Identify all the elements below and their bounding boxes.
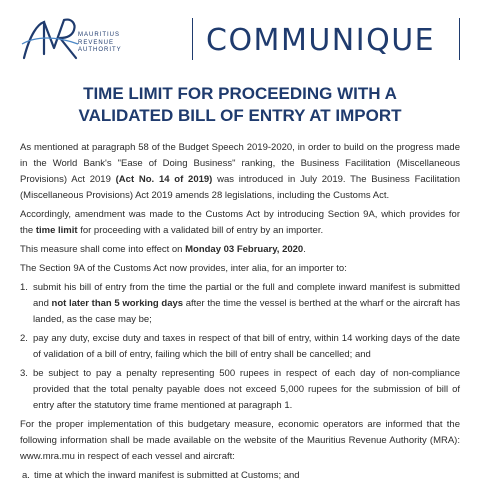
sub-list-item-text: time at which the inward manifest is submitted at Customs; and [34, 470, 300, 481]
logo-org-line1: MAURITIUS [78, 32, 120, 38]
list-item-text: pay any duty, excise duty and taxes in respect of that bill of entry, within 14 working days of the date of validation of a bill of entry, failing which the bill of entry shall be cancelled; and [33, 333, 460, 360]
list-item-emphasis: not later than 5 working days [51, 298, 184, 309]
paragraph-amendment-text: Accordingly, amendment was made to the Customs Act by introducing Section 9A, which provides for the [20, 209, 460, 236]
header-divider-right [459, 18, 460, 60]
paragraph-intro-text: As mentioned at paragraph 58 of the Budget Speech 2019-2020, in order to build on the progress made in the World Bank's "Ease of Doing Business" ranking, the Business Facilitation (Miscellaneous Provisions) Act 2019 [20, 142, 460, 185]
act-number: (Act No. 14 of 2019) [115, 174, 213, 185]
effective-date: Monday 03 February, 2020 [185, 244, 304, 255]
mra-logo-mark-icon [20, 14, 80, 64]
logo-org-name [78, 32, 122, 55]
list-item [20, 331, 460, 363]
paragraph-intro-text-end: was introduced in July 2019. The Business Facilitation (Miscellaneous Provisions) Act 2019 amends 28 legislations, including the Customs Act. [20, 174, 460, 201]
paragraph-amendment-text-end: for proceeding with a validated bill of entry by an importer. [77, 225, 324, 236]
logo-org-line2: REVENUE [78, 39, 115, 46]
list-item-number: 1. [20, 282, 28, 293]
list-item [20, 280, 460, 328]
list-item-text: be subject to pay a penalty representing 500 rupees in respect of each day of non-compliance provided that the total penalty payable does not exceed 5,000 rupees for the submission of bill of entry after the statutory time frame mentioned at paragraph 1. [33, 368, 460, 411]
sub-list-item [22, 468, 460, 484]
time-limit-emphasis: time limit [35, 225, 78, 236]
list-item-text: submit his bill of entry from the time the partial or the full and complete inward manifest is submitted and [33, 282, 460, 309]
paragraph-implementation: For the proper implementation of this budgetary measure, economic operators are informed that the following information shall be made available on the website of the Mauritius Revenue Authority (MRA): www.mra.mu in respect of each vessel and aircraft: [20, 419, 460, 462]
list-item [20, 366, 460, 414]
document-title [0, 83, 480, 126]
effective-date-end: . [303, 244, 306, 255]
header-divider-left [192, 18, 193, 60]
list-item-number: 2. [20, 333, 28, 344]
paragraph-amendment [20, 207, 460, 239]
communique-heading: COMMUNIQUE [206, 23, 436, 58]
paragraph-effective-date [20, 242, 460, 258]
mra-logo [20, 14, 150, 64]
document-title-line2: VALIDATED BILL OF ENTRY AT IMPORT [78, 105, 402, 125]
effective-date-text: This measure shall come into effect on [20, 244, 186, 255]
provisions-list [20, 280, 460, 414]
logo-org-line3: AUTHORITY [78, 47, 122, 53]
header [0, 0, 480, 72]
document-title-line1: TIME LIMIT FOR PROCEEDING WITH A [83, 84, 397, 103]
list-item-text-end: after the time the vessel is berthed at the wharf or the aircraft has landed, as the case may be; [33, 298, 460, 325]
document-body [20, 140, 460, 484]
list-item-number: 3. [20, 368, 28, 379]
paragraph-intro [20, 140, 460, 204]
sub-list-item-letter: a. [22, 470, 30, 481]
paragraph-section-9a: The Section 9A of the Customs Act now provides, inter alia, for an importer to: [20, 263, 347, 274]
